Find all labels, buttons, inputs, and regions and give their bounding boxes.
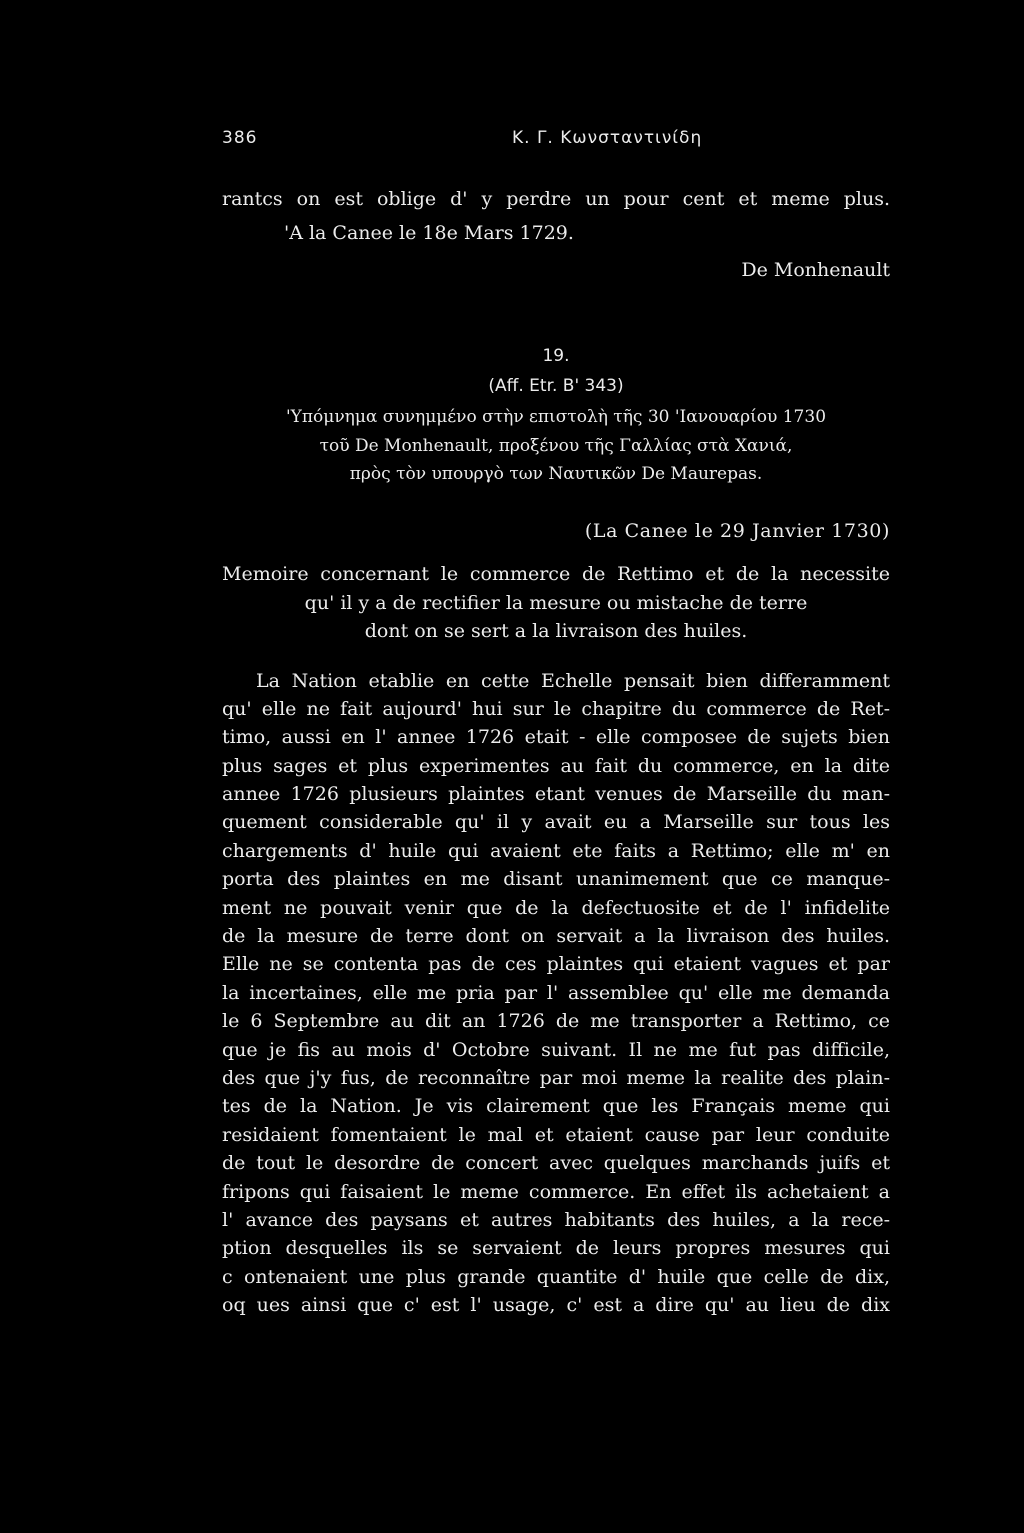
memoire-date: (La Canee le 29 Janvier 1730) [584, 520, 890, 542]
greek-note-line: τοῦ De Monhenault, προξένου τῆς Γαλλίας στὰ Χανιά, [319, 436, 793, 456]
body-line: la incertaines, elle me pria par l' assemblee qu' elle me demanda [222, 982, 890, 1004]
letter-dateline: 'A la Canee le 18e Mars 1729. [284, 222, 574, 244]
body-line: ment ne pouvait venir que de la defectuosite et de l' infidelite [222, 897, 890, 919]
body-line: oq ues ainsi que c' est l' usage, c' est a dire qu' au lieu de dix [222, 1294, 890, 1316]
body-line: ption desquelles ils se servaient de leurs propres mesures qui [222, 1237, 890, 1259]
archive-reference: (Aff. Etr. B' 343) [488, 376, 624, 396]
body-line: fripons qui faisaient le meme commerce. En effet ils achetaient a [222, 1181, 890, 1203]
body-line: residaient fomentaient le mal et etaient cause par leur conduite [222, 1124, 890, 1146]
body-line: des que j'y fus, de reconnaître par moi meme la realite des plain- [222, 1067, 890, 1089]
memoire-title-line: dont on se sert a la livraison des huiles. [364, 620, 748, 642]
letter-signature: De Monhenault [741, 259, 890, 281]
body-line: de la mesure de terre dont on servait a la livraison des huiles. [222, 925, 890, 947]
body-line: le 6 Septembre au dit an 1726 de me transporter a Rettimo, ce [222, 1010, 890, 1032]
running-head: Κ. Γ. Κωνσταντινίδη [512, 128, 703, 148]
greek-note-line: πρὸς τὸν υπουργὸ των Ναυτικῶν De Maurepas. [349, 464, 763, 484]
page-number: 386 [222, 128, 258, 148]
document-number: 19. [542, 346, 570, 366]
body-line: quement considerable qu' il y avait eu a Marseille sur tous les [222, 811, 890, 833]
body-line: que je fis au mois d' Octobre suivant. Il ne me fut pas difficile, [222, 1039, 890, 1061]
body-line: tes de la Nation. Je vis clairement que les Français meme qui [222, 1095, 890, 1117]
body-line: annee 1726 plusieurs plaintes etant venues de Marseille du man- [222, 783, 890, 805]
body-line: plus sages et plus experimentes au fait du commerce, en la dite [222, 755, 890, 777]
body-line: porta des plaintes en me disant unanimement que ce manque- [222, 868, 890, 890]
greek-note-line: 'Υπόμνημα συνημμένο στὴν επιστολὴ τῆς 30 'Ιανουαρίου 1730 [285, 407, 827, 427]
body-line: c ontenaient une plus grande quantite d' huile que celle de dix, [222, 1266, 890, 1288]
body-line: La Nation etablie en cette Echelle pensait bien differamment [256, 670, 890, 692]
body-line: Elle ne se contenta pas de ces plaintes qui etaient vagues et par [222, 953, 890, 975]
body-line: timo, aussi en l' annee 1726 etait - elle composee de sujets bien [222, 726, 890, 748]
body-line: l' avance des paysans et autres habitants des huiles, a la rece- [222, 1209, 890, 1231]
memoire-title-line: qu' il y a de rectifier la mesure ou mistache de terre [304, 592, 808, 614]
page-header [222, 128, 890, 158]
letter-continuation: rantcs on est oblige d' y perdre un pour cent et meme plus. [222, 188, 890, 210]
memoire-title-line: Memoire concernant le commerce de Rettimo et de la necessite [222, 563, 890, 585]
body-line: de tout le desordre de concert avec quelques marchands juifs et [222, 1152, 890, 1174]
body-line: qu' elle ne fait aujourd' hui sur le chapitre du commerce de Ret- [222, 698, 890, 720]
body-line: chargements d' huile qui avaient ete faits a Rettimo; elle m' en [222, 840, 890, 862]
